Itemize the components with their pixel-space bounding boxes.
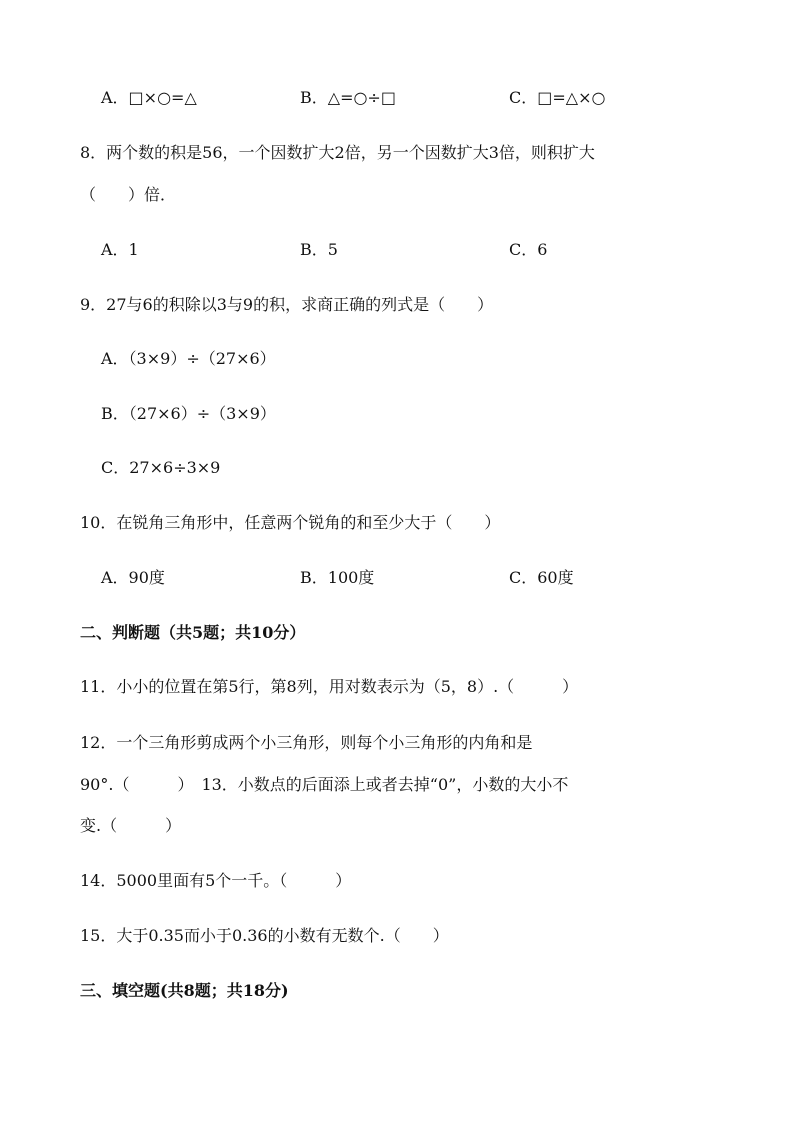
question-15: 15．大于0.35而小于0.36的小数有无数个.（ ）: [80, 926, 449, 945]
section-2-title: 二、判断题（共5题；共10分）: [80, 623, 306, 642]
question-8-stem: 8．两个数的积是56，一个因数扩大2倍，另一个因数扩大3倍，则积扩大: [80, 143, 595, 162]
question-14: 14．5000里面有5个一千。（ ）: [80, 871, 352, 890]
q8-option-b: B．5: [300, 240, 338, 259]
q8-option-a: A．1: [101, 240, 139, 259]
q8-option-c: C．6: [509, 240, 548, 259]
question-12-line-1: 12．一个三角形剪成两个小三角形，则每个小三角形的内角和是: [80, 733, 533, 752]
q9-option-c: C．27×6÷3×9: [101, 458, 221, 477]
q9-option-b: B．（27×6）÷（3×9）: [101, 404, 276, 423]
section-3-title: 三、填空题(共8题；共18分): [80, 981, 289, 1000]
q7-option-a: A．□×○=△: [101, 88, 197, 107]
q7-option-b: B．△=○÷□: [300, 88, 396, 107]
question-12-line-2: 90°.（ ） 13．小数点的后面添上或者去掉“0”，小数的大小不: [80, 775, 569, 794]
question-12-line-3: 变.（ ）: [80, 816, 182, 835]
question-9-stem: 9．27与6的积除以3与9的积，求商正确的列式是（ ）: [80, 295, 494, 314]
question-8-stem-continued: （ ）倍．: [80, 185, 177, 204]
question-10-stem: 10．在锐角三角形中，任意两个锐角的和至少大于（ ）: [80, 513, 501, 532]
q9-option-a: A．（3×9）÷（27×6）: [101, 349, 276, 368]
question-11: 11．小小的位置在第5行，第8列，用对数表示为（5，8）.（ ）: [80, 677, 579, 696]
q10-option-c: C．60度: [509, 568, 574, 587]
q10-option-a: A．90度: [101, 568, 165, 587]
q10-option-b: B．100度: [300, 568, 375, 587]
q7-option-c: C．□=△×○: [509, 88, 606, 107]
